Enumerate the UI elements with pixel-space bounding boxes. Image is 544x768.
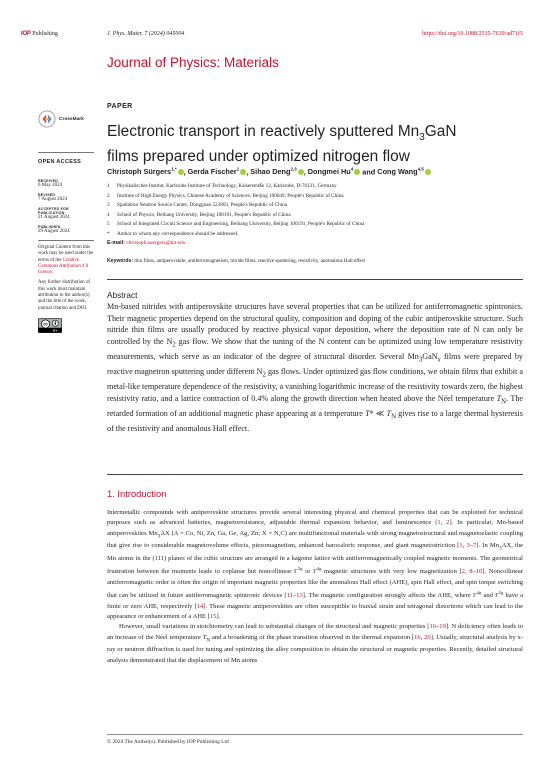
orcid-icon[interactable]: [354, 169, 360, 175]
svg-text:cc: cc: [43, 321, 48, 327]
author[interactable]: Christoph Sürgers$^{1,*}$: [107, 167, 184, 176]
journal-name[interactable]: Journal of Physics: Materials: [107, 55, 279, 70]
divider: [107, 279, 523, 280]
divider: [107, 474, 523, 475]
date-label: PUBLISHED: [38, 225, 61, 229]
date-value: 6 May 2024: [38, 183, 63, 188]
date-label: ACCEPTED FOR PUBLICATION: [38, 207, 69, 215]
author[interactable]: Sihao Deng$^{2,3}$: [250, 167, 303, 176]
affiliation-item: 2 Institute of High Energy Physics, Chinese Academy of Sciences, Beijing 100049, People's Republic of China: [107, 192, 344, 199]
date-published: [38, 225, 94, 234]
author[interactable]: Dongmei Hu$^4$: [308, 167, 361, 176]
affiliation-item: 3 Spallation Neutron Source Center, Dongguan 523803, People's Republic of China: [107, 202, 288, 209]
date-accepted: [38, 207, 94, 220]
orcid-icon[interactable]: [240, 169, 246, 175]
keywords: Keywords: thin films, antiperovskite, antiferromagnetism, nitride films, reactive sputtering, resistivity, anomalous Hall effect: [107, 258, 366, 264]
crossmark-label: CrossMark: [59, 116, 84, 122]
cc-by-label: BY: [53, 328, 58, 333]
crossmark-icon: [38, 110, 56, 128]
author[interactable]: Cong Wang$^{4,5}$: [377, 167, 431, 176]
corresponding-email: E-mail: christoph.suergers@kit.edu: [107, 240, 186, 246]
author-list: Christoph Sürgers$^{1,*}$ , Gerda Fischer$^1$ , Sihao Deng$^{2,3}$ , Dongmei Hu$^4$ and Cong Wang$^{4,5}$: [107, 167, 487, 176]
abstract-heading: Abstract: [107, 290, 138, 300]
date-value: 7 August 2024: [38, 197, 68, 202]
footer-divider: [107, 734, 523, 735]
license-pre: Original Content from this work may be used under the terms of the: [38, 245, 94, 263]
sidebar: [38, 100, 94, 338]
affiliation-item: 5 School of Integrated Circuit Science and Engineering, Beihang University, Beijing 100191, People's Republic of China: [107, 221, 365, 228]
cc-by-icon[interactable]: [38, 318, 62, 333]
article-title: Electronic transport in reactively sputtered $Mn_3GaN$ films prepared under optimized nitrogen flow: [107, 123, 457, 166]
abstract-text: Mn-based nitrides with antiperovskite structures have several properties that can be utilized for antiferromagnetic spintronics. Their magnetic properties depend on the structural quality, composition and doping of the cubic antiperovskite structure. Such nitride thin films are usually produced by reactive physical vapor deposition, where the deposition rate of N can only be controlled by the $N_2$ gas flow. We show that the tuning of the N content can be optimized using low temperature resistivity measurements, which serve as an indicator of the degree of structural disorder. Several $Mn_3GaN_x$ films were prepared by reactive magnetron sputtering under different $N_2$ gas flows. Under optimized gas flow conditions, we obtain films that exhibit a metal-like temperature dependence of the resistivity, a vanishing logarithmic increase of the resistivity towards zero, the highest resistivity ratio, and a lattice contraction of 0.4% along the growth direction when heated above the Néel temperature $T_N$. The retarded formation of an additional magnetic phase appearing at a temperature T* ≪ $T_N$ gives rise to a large thermal hysteresis of the resistivity and anomalous Hall effect.: [107, 302, 523, 434]
date-value: 29 August 2024: [38, 229, 70, 234]
open-access-label: OPEN ACCESS: [38, 152, 94, 165]
license-attribution: Any further distribution of this work must maintain attribution to the author(s) and the title of the work, journal citation and DOI.: [38, 280, 91, 311]
date-revised: [38, 193, 94, 202]
affiliation-item: 4 School of Physics, Beihang University, Beijing 100191, People's Republic of China: [107, 211, 291, 218]
copyright-footer: © 2024 The Author(s). Published by IOP Publishing Ltd: [107, 739, 229, 745]
author[interactable]: Gerda Fischer$^1$: [188, 167, 247, 176]
article-type: PAPER: [107, 103, 133, 110]
section-heading: 1. Introduction: [107, 488, 167, 499]
orcid-icon[interactable]: [298, 169, 304, 175]
email-link[interactable]: christoph.suergers@kit.edu: [126, 240, 186, 246]
affiliation-item: * Author to whom any correspondence should be addressed.: [107, 230, 239, 237]
orcid-icon[interactable]: [178, 169, 184, 175]
date-received: [38, 179, 94, 188]
journal-citation: J. Phys. Mater. 7 (2024) 045004: [107, 31, 185, 37]
doi-link[interactable]: https://doi.org/10.1088/2515-7639/ad71f5: [422, 31, 523, 37]
section-body: Intermetallic compounds with antiperovskite structures provide several interesting physical and chemical properties that can be exploited for technical purposes such as advanced batteries, magnetoresistance, adjustable thermal expansion behavior, and luminescence [1, 2]. In particular, Mn-based antiperovskites $Mn_3AX$ (A = Co, Ni, Zn, Ga, Ge, Ag, Zn; X = N,C) are multifunctional materials with strong magnetostructural and magnetoelastic coupling that give rise to considerable magnetovolume effects, piezomagnetism, enhanced barocaloric response, and giant magnetostriction [1, 3–7]. In $Mn_3AX$, the Mn atoms in the (111) planes of the cubic structure are arranged in a kagome lattice with antiferromagnetically coupled magnetic moments. The geometrical frustration between the moments leads to coplanar but noncollinear $\Gamma^{5g}$ or $\Gamma^{4g}$ magnetic structures with very low magnetization [2, 8–10]. Noncollinear antiferromagnetic order is often the origin of important magnetic properties like the anomalous Hall effect (AHE), spin Hall effect, and spin torque switching that can be utilized in future antiferromagnetic spintronic devices [11–13]. The magnetic configuration strongly affects the AHE, where $\Gamma^{4g}$ and $\Gamma^{5g}$ have a finite or zero AHE, respectively [14]. These magnetic antiperovskites are often susceptible to biaxial strain and tetragonal distortions which can lead to the appearance or enhancement of a AHE [15]. However, small variations in stoichiometry can lead to substantial changes of the structural and magnetic properties [16–19]. N deficiency often leads to an increase of the Néel temperature $T_N$ and a broadening of the phase transition observed in the thermal expansion [16, 20]. Usually, structural analysis by x-ray or neutron diffraction is used for tuning and optimizing the alloy composition to obtain the structural or magnetic properties. Recently, detailed structural analysis demonstrated that the displacement of Mn atoms: [107, 509, 524, 664]
license-text: [38, 240, 94, 312]
affiliation-item: 1 Physikalisches Institut, Karlsruhe Institute of Technology, Kaiserstraße 12, Karlsruhe, D-76131, Germany: [107, 183, 337, 189]
license-link[interactable]: Creative Commons Attribution 4.0 licence: [38, 257, 89, 276]
date-value: 21 August 2024: [38, 215, 70, 220]
orcid-icon[interactable]: [425, 169, 431, 175]
date-label: RECEIVED: [38, 179, 58, 183]
publisher-logo[interactable]: IOP Publishing: [21, 31, 58, 37]
affiliations: [107, 182, 507, 240]
crossmark-badge[interactable]: [38, 110, 94, 128]
date-label: REVISED: [38, 193, 56, 197]
license-post: .: [51, 270, 54, 276]
